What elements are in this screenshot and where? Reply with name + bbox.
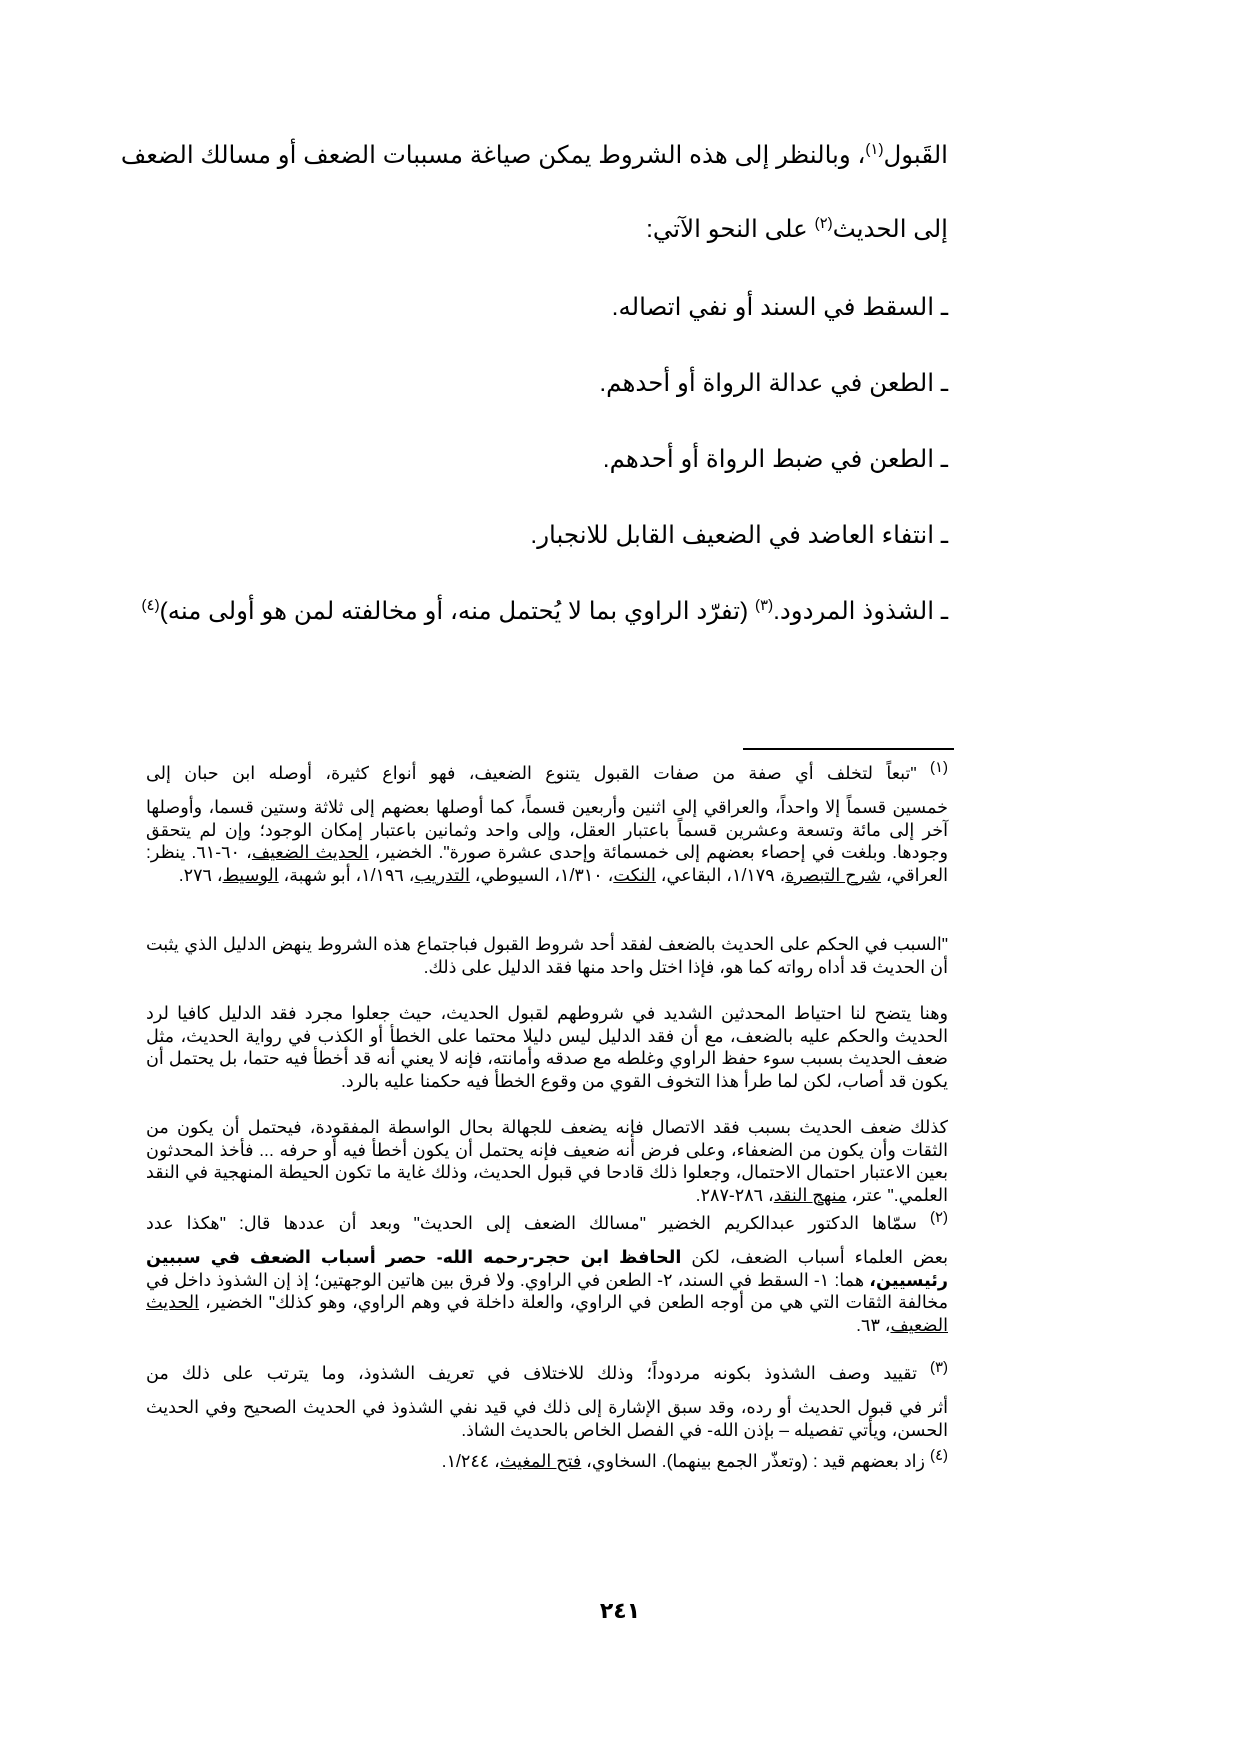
- footnote-text: ، ٢٨٦-٢٨٧.: [695, 1184, 774, 1205]
- footnote-text: كذلك ضعف الحديث بسبب فقد الاتصال فإنه يضعف للجهالة بحال الواسطة المفقودة، فيحتمل أن يكون من الثقات وأن يكون من الضعفاء، وعلى فرض أنه ضعيف فإنه يحتمل أن يكون أخطأ فيه أو حرفه ... فأخذ المحدثون بعين الاعتبار احتمال الاحتمال، وجعلوا ذلك قادحا في قبول الحديث، وذلك غاية ما تكون الحيطة المنهجية في النقد العلمي." عتر،: [146, 1117, 948, 1205]
- footnote-4: [146, 1447, 948, 1472]
- reference-title: شرح التبصرة: [785, 864, 882, 885]
- footnote-2-first-line: [146, 1209, 948, 1234]
- footnote-text: ، ١/٣١٠، السيوطي،: [469, 864, 614, 885]
- footnote-text: تقييد وصف الشذوذ بكونه مردوداً؛ وذلك للاختلاف في تعريف الشذوذ، وما يترتب على ذلك من: [146, 1363, 930, 1383]
- main-text-line-1: [120, 140, 948, 172]
- footnote-number: (١): [929, 759, 948, 777]
- list-item-2: ـ الطعن في عدالة الرواة أو أحدهم.: [599, 370, 948, 397]
- footnote-1-paragraph-4: [146, 1116, 948, 1206]
- main-text: ـ الشذوذ المردود.: [773, 598, 948, 625]
- list-item-1: ـ السقط في السند أو نفي اتصاله.: [611, 294, 948, 321]
- footnote-text: خمسين قسماً إلا واحداً، والعراقي إلى اثنين وأربعين قسماً، كما أوصلها بعضهم إلى ثلاثة وستين قسما، وأوصلها آخر إلى مائة وتسعة وعشرين قسماً باعتبار العقل، وإلى واحد وثمانين باعتبار إمكان الوجود؛ وإن لم يتحقق وجودها. وبلغت في إحصاء بعضهم إلى خمسمائة وإحدى عشرة صورة". الخضير،: [146, 797, 948, 862]
- footnote-text: بعض العلماء أسباب الضعف، لكن: [681, 1247, 948, 1267]
- reference-title: الوسيط: [222, 864, 279, 885]
- main-text-line-2: [146, 214, 948, 246]
- footnote-ref-3[interactable]: (٣): [755, 596, 774, 614]
- footnote-text: ، ١/١٩٦، أبو شهبة،: [278, 864, 415, 885]
- footnote-number: (٤): [929, 1447, 948, 1465]
- footnote-text: زاد بعضهم قيد : (وتعذّر الجمع بينهما). السخاوي،: [581, 1451, 930, 1471]
- footnote-1-first-line: [146, 759, 948, 784]
- footnote-3-first-line: [146, 1359, 948, 1384]
- main-text: على النحو الآتي:: [646, 216, 815, 243]
- main-text: (تفرّد الراوي بما لا يُحتمل منه، أو مخالفته لمن هو أولى منه): [159, 598, 755, 625]
- footnote-text: ، ٦٠-٦١. ينظر: العراقي،: [146, 842, 948, 885]
- main-text: ، وبالنظر إلى هذه الشروط يمكن صياغة مسببات الضعف أو مسالك الضعف: [120, 142, 866, 169]
- footnote-text: ، ١/١٧٩، البقاعي،: [655, 864, 786, 885]
- footnote-text: هما: ١- السقط في السند، ٢- الطعن في الراوي. ولا فرق بين هاتين الوجهتين؛ إذ إن الشذوذ داخل في مخالفة الثقات التي هي من أوجه الطعن في الراوي، والعلة داخلة في وهم الراوي، وهو كذلك" الخضير،: [146, 1269, 948, 1312]
- footnote-text: ، ٦٣.: [856, 1314, 891, 1335]
- reference-title: فتح المغيث: [499, 1451, 582, 1471]
- footnote-separator: [743, 748, 954, 750]
- footnote-bold-text: الحافظ ابن حجر-رحمه الله- حصر أسباب الضعف في سببين رئيسيين،: [146, 1247, 948, 1290]
- reference-title: الحديث الضعيف: [251, 842, 369, 862]
- list-item-3: ـ الطعن في ضبط الرواة أو أحدهم.: [602, 446, 948, 473]
- reference-title: الحديث الضعيف: [146, 1292, 948, 1335]
- footnote-text: ، ١/٢٤٤.: [441, 1451, 500, 1471]
- main-text: إلى الحديث: [832, 216, 948, 243]
- footnote-ref-2[interactable]: (٢): [814, 214, 833, 232]
- footnote-text: "تبعاً لتخلف أي صفة من صفات القبول يتنوع الضعيف، فهو أنواع كثيرة، أوصله ابن حبان إلى: [146, 763, 930, 783]
- footnote-1-paragraph-2: "السبب في الحكم على الحديث بالضعف لفقد أحد شروط القبول فباجتماع هذه الشروط ينهض الدليل الذي يثبت أن الحديث قد أداه رواته كما هو، فإذا اختل واحد منها فقد الدليل على ذلك.: [146, 934, 948, 977]
- footnote-1-paragraph-3: وهنا يتضح لنا احتياط المحدثين الشديد في شروطهم لقبول الحديث، حيث جعلوا مجرد فقد الدليل كافيا لرد الحديث والحكم عليه بالضعف، مع أن فقد الدليل ليس دليلا محتما على الخطأ أو الكذب في رواية الحديث، مثل ضعف الحديث بسبب سوء حفظ الراوي وغلطه مع صدقه وأمانته، فإنه لا يعني أنه قد أخطأ فيه حتما، بل يحتمل أن يكون قد أصاب، لكن لما طرأ هذا التخوف القوي من وقوع الخطأ فيه حكمنا عليه بالرد.: [146, 1003, 948, 1091]
- list-item-5: [141, 596, 948, 628]
- footnote-2-body: [146, 1246, 948, 1336]
- footnote-1-body: [146, 796, 948, 886]
- footnote-ref-4[interactable]: (٤): [141, 596, 160, 614]
- footnote-ref-1[interactable]: (١): [865, 140, 884, 158]
- footnote-text: ، ٢٧٦.: [178, 864, 223, 885]
- reference-title: النكت: [613, 864, 656, 885]
- reference-title: التدريب: [414, 864, 470, 885]
- page-number: ٢٤١: [599, 1598, 641, 1623]
- main-text: القَبول: [883, 142, 948, 169]
- footnote-number: (٣): [929, 1359, 948, 1377]
- footnote-3-body: أثر في قبول الحديث أو رده، وقد سبق الإشارة إلى ذلك في قيد نفي الشذوذ في الحديث الصحيح وفي الحديث الحسن، ويأتي تفصيله – بإذن الله- في الفصل الخاص بالحديث الشاذ.: [146, 1397, 948, 1440]
- reference-title: منهج النقد: [773, 1184, 847, 1205]
- list-item-4: ـ انتفاء العاضد في الضعيف القابل للانجبار.: [530, 522, 948, 549]
- footnote-number: (٢): [929, 1209, 948, 1227]
- footnote-text: سمّاها الدكتور عبدالكريم الخضير "مسالك الضعف إلى الحديث" وبعد أن عددها قال: "هكذا عدد: [146, 1213, 930, 1233]
